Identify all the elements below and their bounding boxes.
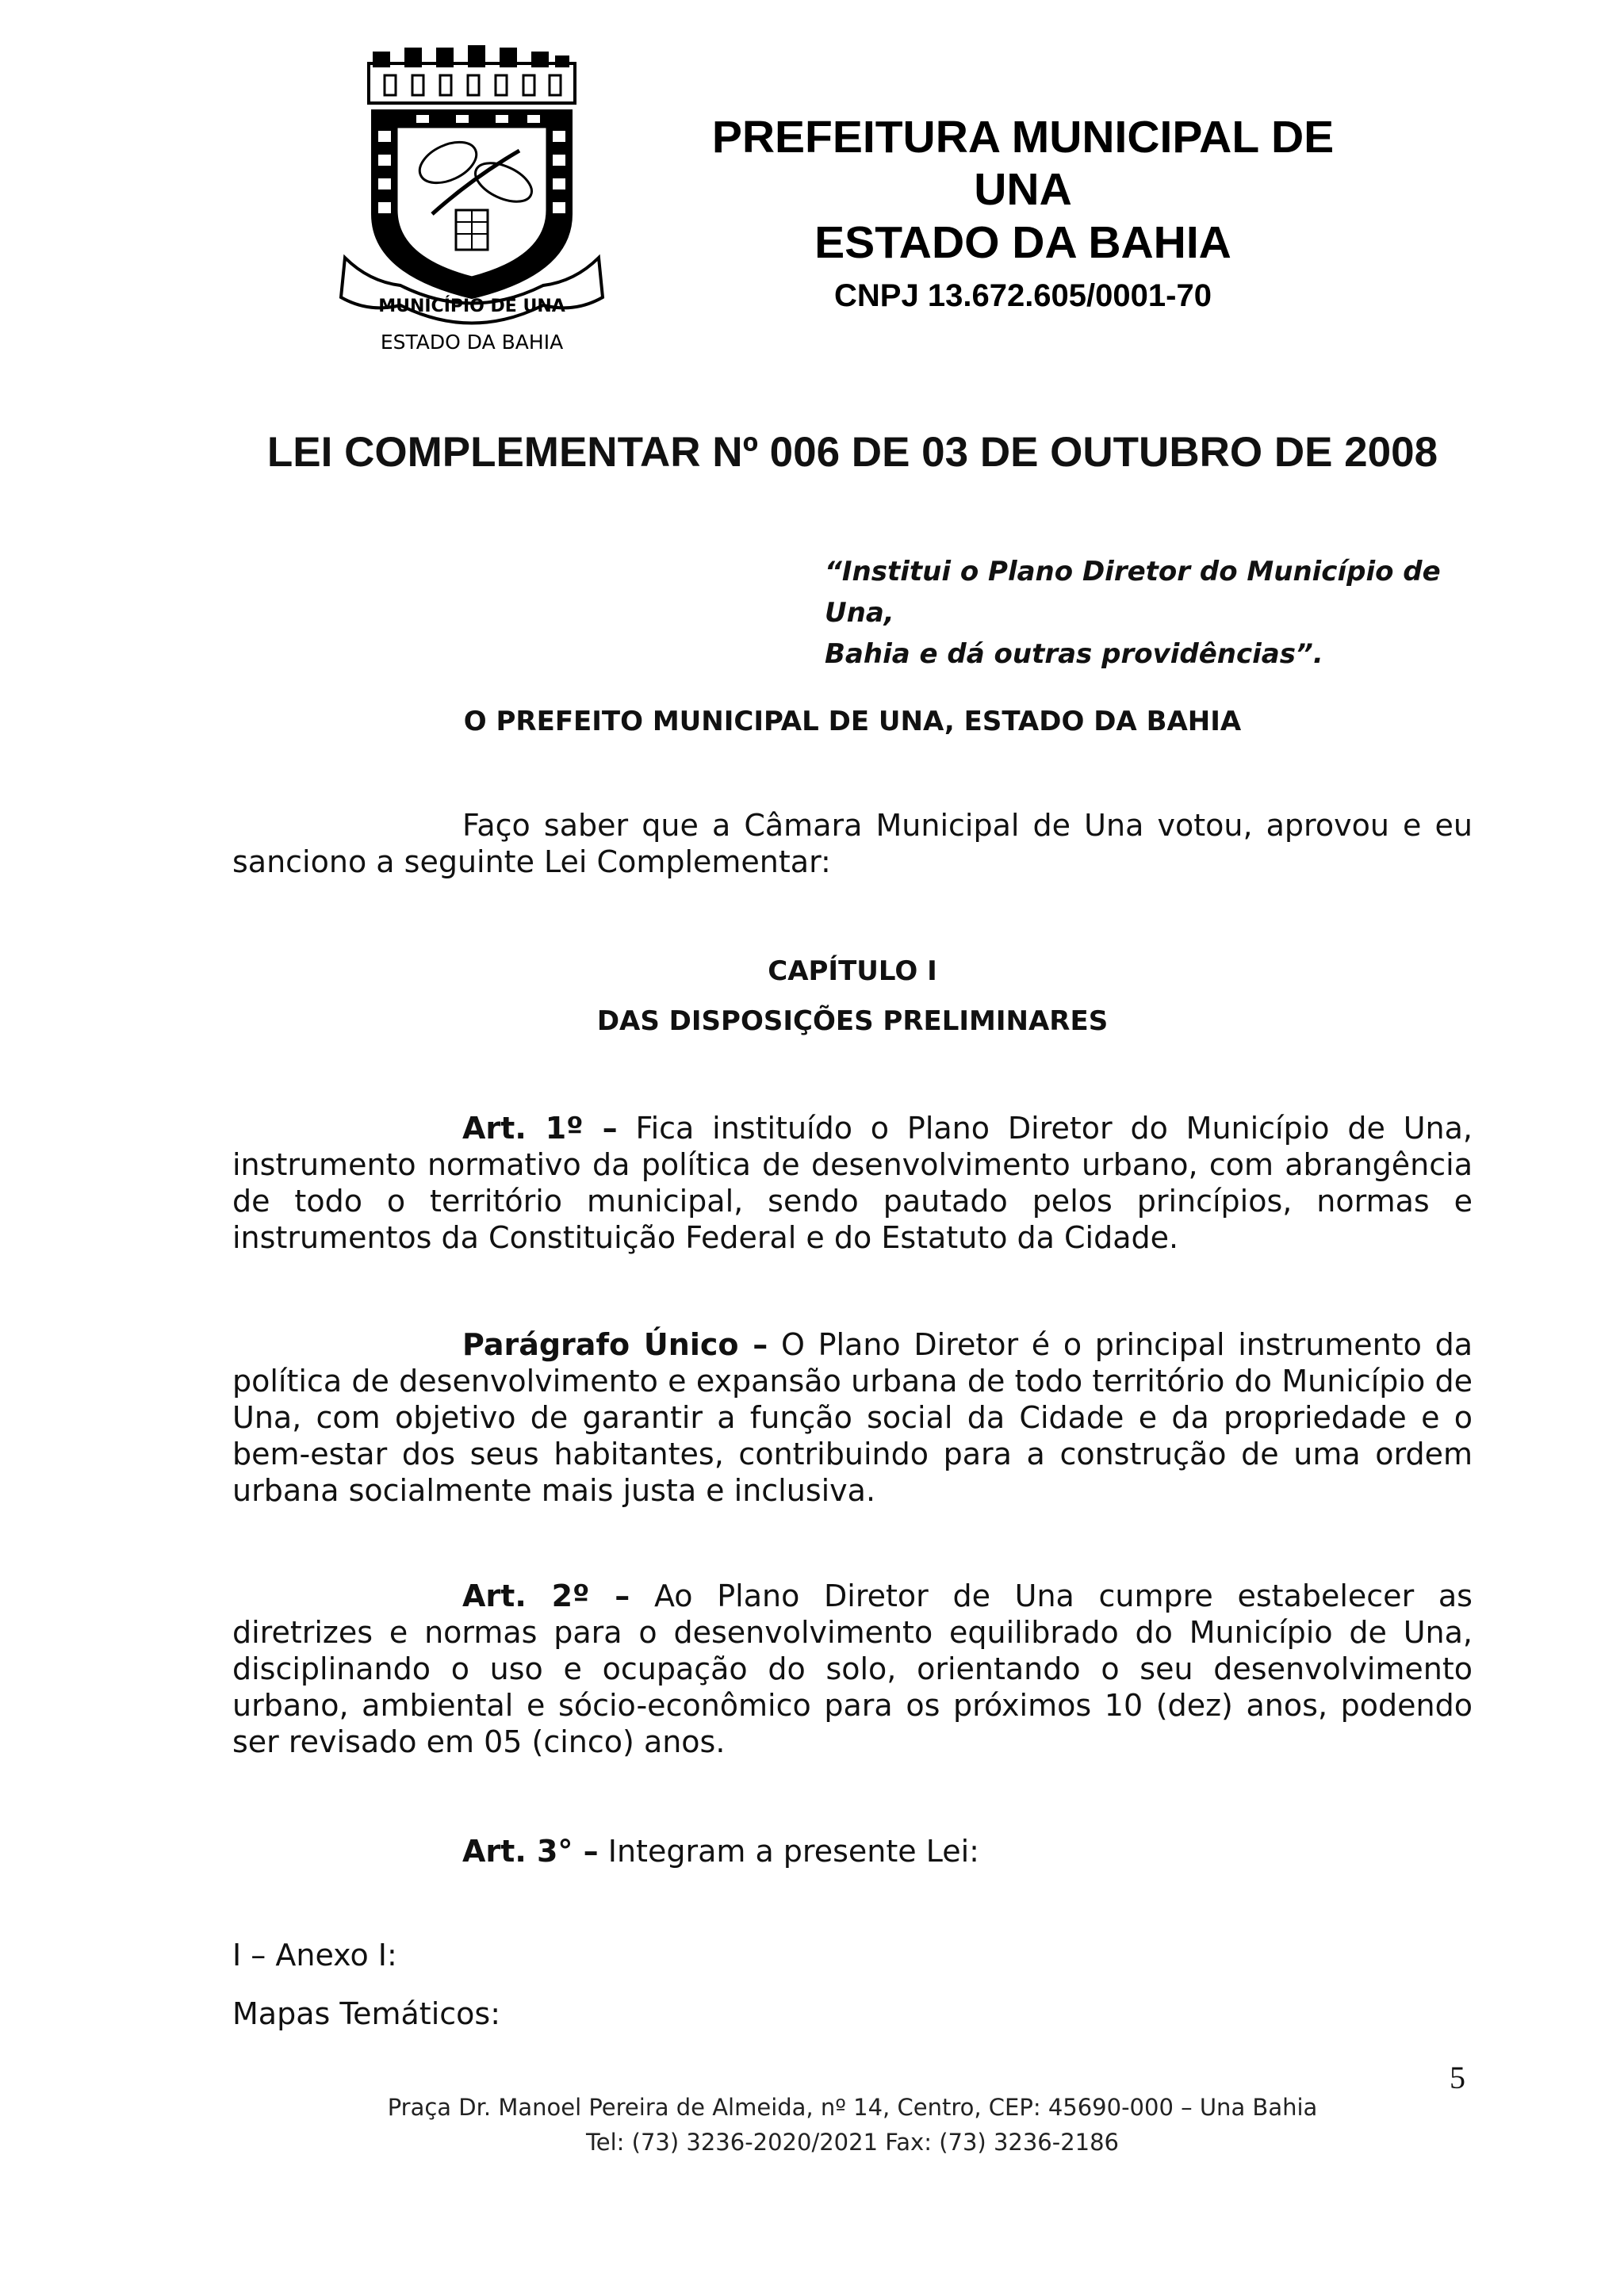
- article-2-text: Ao Plano Diretor de Una cumpre estabelecer as diretrizes e normas para o desenvolvimento equilibrado do Município de Una, disciplinando o uso e ocupação do solo, orientando o seu desenvolvimento urbano, ambiental e sócio-econômico para os próximos 10 (dez) anos, podendo ser revisado em 05 (cinco) anos.: [232, 1578, 1473, 1759]
- chapter-number: CAPÍTULO I: [768, 955, 937, 987]
- article-1-label: Art. 1º –: [462, 1111, 618, 1146]
- page-number: 5: [1450, 2060, 1465, 2095]
- seal-caption: ESTADO DA BAHIA: [380, 331, 564, 353]
- coat-of-arms-icon: [337, 44, 607, 353]
- page-footer: [232, 2090, 1473, 2160]
- footer-phones: Tel: (73) 3236-2020/2021 Fax: (73) 3236-2186: [585, 2129, 1120, 2156]
- article-1-text: Fica instituído o Plano Diretor do Município de Una, instrumento normativo da política de desenvolvimento urbano, com abrangência de todo o território municipal, sendo pautado pelos princípios, normas e instrumentos da Constituição Federal e do Estatuto da Cidade.: [232, 1111, 1473, 1255]
- list-item-anexo: I – Anexo I:: [232, 1938, 397, 1973]
- letterhead: [674, 111, 1372, 319]
- seal-ring-text: MUNICÍPIO DE UNA: [378, 297, 565, 316]
- article-3-text: Integram a presente Lei:: [607, 1834, 979, 1869]
- intro-paragraph: [232, 807, 1473, 880]
- mayor-heading: O PREFEITO MUNICIPAL DE UNA, ESTADO DA BAHIA: [463, 706, 1242, 737]
- paragrafo-unico-label: Parágrafo Único –: [462, 1327, 768, 1362]
- municipal-coat-of-arms: [337, 44, 607, 353]
- article-2-label: Art. 2º –: [462, 1578, 630, 1613]
- prefeitura-title: PREFEITURA MUNICIPAL DE UNA: [711, 112, 1335, 215]
- article-1: [232, 1110, 1473, 1256]
- chapter-title: DAS DISPOSIÇÕES PRELIMINARES: [596, 1005, 1109, 1037]
- law-ementa: [825, 551, 1483, 675]
- ementa-line-2: Bahia e dá outras providências”.: [825, 638, 1323, 670]
- cnpj-number: CNPJ 13.672.605/0001-70: [834, 278, 1212, 313]
- paragrafo-unico: [232, 1326, 1473, 1509]
- paragrafo-unico-text: O Plano Diretor é o principal instrumento da política de desenvolvimento e expansão urbana de todo território do Município de Una, com objetivo de garantir a função social da Cidade e da propriedade e o bem-estar dos seus habitantes, contribuindo para a construção de uma ordem urbana socialmente mais justa e inclusiva.: [232, 1327, 1473, 1508]
- law-title: LEI COMPLEMENTAR Nº 006 DE 03 DE OUTUBRO DE 2008: [266, 429, 1438, 476]
- article-2: [232, 1578, 1473, 1760]
- ementa-line-1: “Institui o Plano Diretor do Município de Una,: [825, 556, 1441, 629]
- article-3-label: Art. 3° –: [462, 1834, 599, 1869]
- intro-text: Faço saber que a Câmara Municipal de Una votou, aprovou e eu sanciono a seguinte Lei Complementar:: [232, 808, 1473, 879]
- state-subtitle: ESTADO DA BAHIA: [814, 217, 1231, 268]
- list-item-mapas: Mapas Temáticos:: [232, 1996, 500, 2031]
- article-3: [232, 1833, 1473, 1869]
- footer-address: Praça Dr. Manoel Pereira de Almeida, nº 14, Centro, CEP: 45690-000 – Una Bahia: [387, 2094, 1318, 2121]
